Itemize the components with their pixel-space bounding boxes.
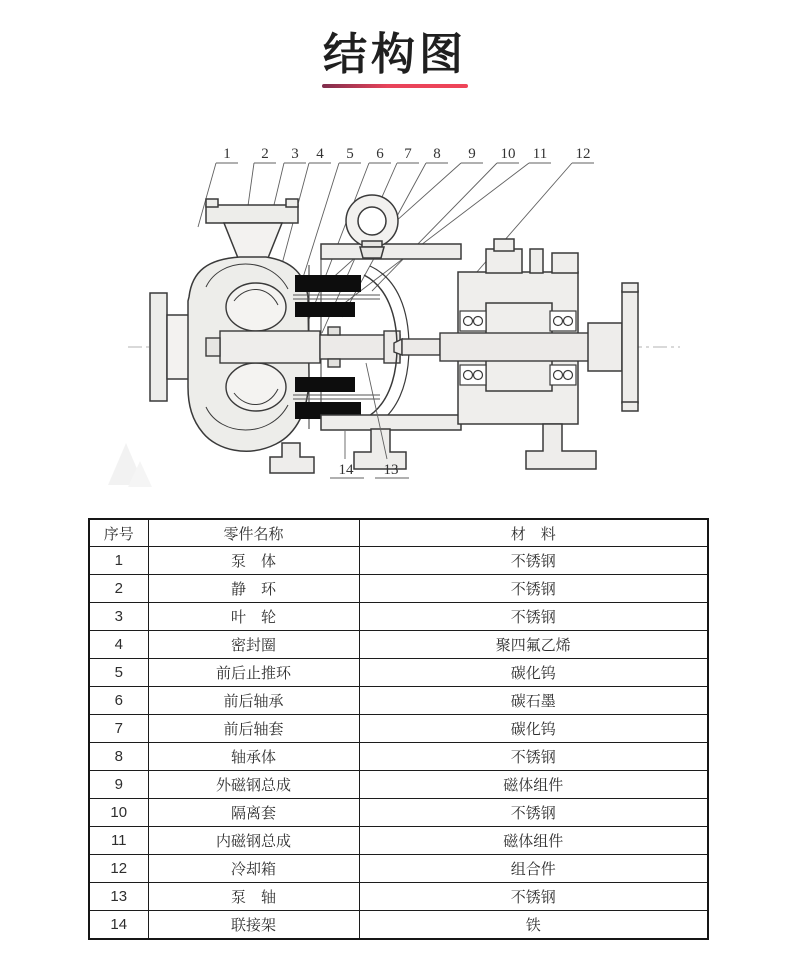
table-row — [89, 770, 708, 798]
cell-material: 不锈钢 — [359, 882, 708, 910]
cell-material: 磁体组件 — [359, 826, 708, 854]
cell-no: 13 — [89, 882, 148, 910]
inner-magnet-top — [295, 302, 355, 317]
parts-table-body — [89, 547, 708, 940]
discharge-neck — [224, 223, 282, 258]
discharge-flange — [206, 205, 298, 223]
cell-no: 12 — [89, 854, 148, 882]
pump-shaft — [320, 327, 400, 367]
coupling-flange — [588, 283, 638, 411]
cell-material: 磁体组件 — [359, 770, 708, 798]
callout-14: 14 — [338, 462, 354, 478]
cell-no: 2 — [89, 574, 148, 602]
callout-1: 1 — [223, 146, 231, 162]
table-row — [89, 826, 708, 854]
table-header-row — [89, 519, 708, 547]
callout-3: 3 — [291, 146, 299, 162]
table-row — [89, 686, 708, 714]
table-row — [89, 910, 708, 939]
table-row — [89, 574, 708, 602]
table-row — [89, 547, 708, 575]
table-row — [89, 742, 708, 770]
callout-9: 9 — [468, 146, 476, 162]
callout-5: 5 — [346, 146, 354, 162]
cell-no: 8 — [89, 742, 148, 770]
parts-table — [88, 518, 708, 940]
cell-name: 轴承体 — [148, 742, 359, 770]
cell-no: 14 — [89, 910, 148, 939]
cell-material: 铁 — [359, 910, 708, 939]
cell-name: 静 环 — [148, 574, 359, 602]
cell-material: 不锈钢 — [359, 742, 708, 770]
callout-2: 2 — [261, 146, 269, 162]
cell-name: 叶 轮 — [148, 602, 359, 630]
cell-no: 6 — [89, 686, 148, 714]
cell-material: 不锈钢 — [359, 798, 708, 826]
table-row — [89, 854, 708, 882]
table-row — [89, 658, 708, 686]
table-row — [89, 882, 708, 910]
suction-pipe — [167, 315, 190, 379]
cell-material: 聚四氟乙烯 — [359, 630, 708, 658]
table-row — [89, 630, 708, 658]
outer-magnet-top — [295, 275, 361, 292]
cell-no: 5 — [89, 658, 148, 686]
cell-no: 10 — [89, 798, 148, 826]
cell-name: 联接架 — [148, 910, 359, 939]
table-row — [89, 798, 708, 826]
cell-no: 4 — [89, 630, 148, 658]
title-underline — [322, 84, 468, 88]
cell-no: 9 — [89, 770, 148, 798]
cell-name: 内磁钢总成 — [148, 826, 359, 854]
cell-name: 前后轴套 — [148, 714, 359, 742]
callout-10: 10 — [500, 146, 516, 162]
cell-name: 外磁钢总成 — [148, 770, 359, 798]
pump-structure-drawing — [88, 125, 708, 510]
cell-material: 不锈钢 — [359, 547, 708, 575]
callout-labels-top — [223, 146, 590, 162]
header-material: 材 料 — [359, 519, 708, 547]
callout-13: 13 — [383, 462, 399, 478]
cell-material: 不锈钢 — [359, 574, 708, 602]
page-title: 结构图 — [323, 30, 467, 79]
cell-name: 密封圈 — [148, 630, 359, 658]
cell-no: 3 — [89, 602, 148, 630]
impeller-hub — [220, 331, 320, 363]
inner-magnet-bottom — [295, 377, 355, 392]
callout-6: 6 — [376, 146, 384, 162]
cell-no: 1 — [89, 547, 148, 575]
callout-8: 8 — [433, 146, 441, 162]
callout-11: 11 — [532, 146, 548, 162]
cell-material: 不锈钢 — [359, 602, 708, 630]
cell-name: 泵 轴 — [148, 882, 359, 910]
cell-material: 碳化钨 — [359, 714, 708, 742]
cell-name: 冷却箱 — [148, 854, 359, 882]
cell-material: 碳石墨 — [359, 686, 708, 714]
watermark — [108, 443, 152, 487]
callout-4: 4 — [316, 146, 324, 162]
cell-no: 7 — [89, 714, 148, 742]
support-feet — [270, 424, 596, 473]
table-row — [89, 714, 708, 742]
header-no: 序号 — [89, 519, 148, 547]
cell-name: 隔离套 — [148, 798, 359, 826]
cell-material: 组合件 — [359, 854, 708, 882]
cell-name: 前后轴承 — [148, 686, 359, 714]
header-name: 零件名称 — [148, 519, 359, 547]
table-row — [89, 602, 708, 630]
cell-material: 碳化钨 — [359, 658, 708, 686]
cell-name: 泵 体 — [148, 547, 359, 575]
cell-name: 前后止推环 — [148, 658, 359, 686]
suction-flange — [150, 293, 167, 401]
callout-7: 7 — [404, 146, 412, 162]
drive-shaft — [394, 333, 590, 361]
impeller-nut — [206, 338, 220, 356]
callout-12: 12 — [575, 146, 591, 162]
cell-no: 11 — [89, 826, 148, 854]
